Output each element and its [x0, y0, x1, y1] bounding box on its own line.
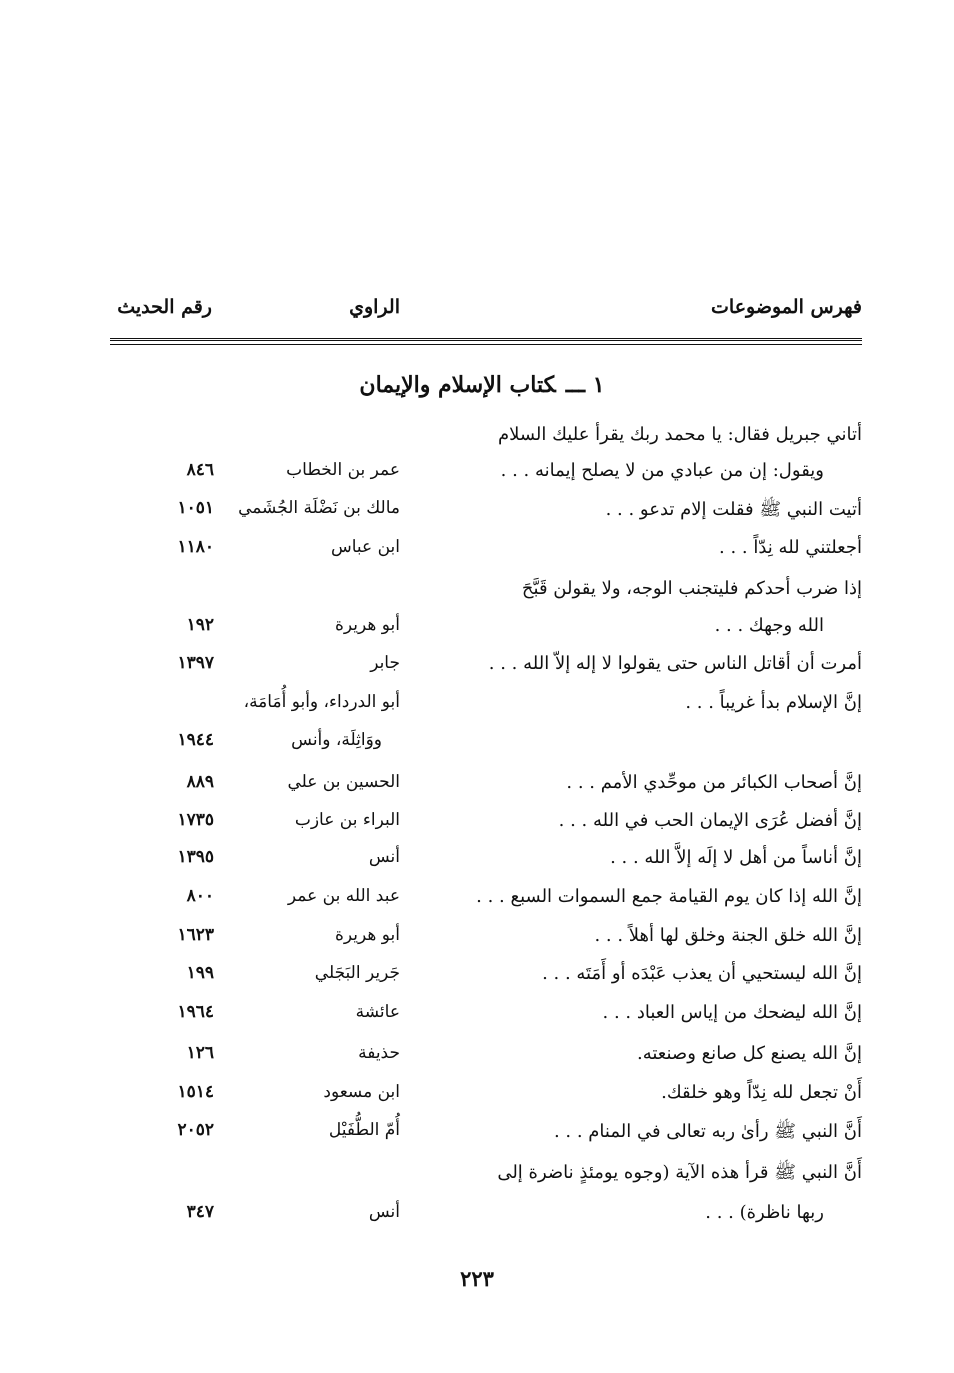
header-divider	[110, 338, 862, 345]
index-row	[110, 1202, 862, 1238]
row-number: ١٦٢٣	[177, 925, 214, 945]
index-row	[110, 460, 862, 496]
index-row	[110, 1120, 862, 1156]
row-number: ١٣٩٥	[177, 847, 214, 867]
row-topic: الله وجهك . . .	[714, 615, 824, 636]
index-row	[110, 653, 862, 689]
section-title-text: كتاب الإسلام والإيمان	[359, 372, 556, 398]
row-number: ١٩٢	[186, 615, 214, 635]
index-row	[110, 772, 862, 808]
row-topic: ربها ناظرة) . . .	[705, 1202, 824, 1223]
row-topic: أتيت النبي ﷺ فقلت إلام تدعو . . .	[605, 499, 862, 520]
index-row	[110, 1002, 862, 1038]
row-number: ١٣٩٧	[177, 653, 214, 673]
row-topic: إنَّ أفضل عُرَى الإيمان الحب في الله . . .	[558, 810, 862, 831]
section-number: ١ ـــ	[565, 372, 605, 398]
row-narrator: ووَاثِلَة، وأنس	[291, 730, 382, 750]
index-row	[110, 615, 862, 651]
header-narrator: الراوي	[349, 296, 400, 318]
index-row	[110, 847, 862, 883]
row-topic: إنَّ الله ليضحك من إياس العباد . . .	[602, 1002, 862, 1023]
row-number: ١٩٤٤	[177, 730, 214, 750]
index-row	[110, 730, 862, 766]
row-number: ١٩٩	[186, 963, 214, 983]
row-narrator: أبو هريرة	[334, 615, 400, 635]
section-title	[0, 372, 954, 398]
row-narrator: عائشة	[355, 1002, 400, 1022]
row-topic: أَنَّ النبي ﷺ رأىٰ ربه تعالى في المنام . . .	[553, 1121, 862, 1142]
row-number: ٣٤٧	[186, 1202, 214, 1222]
row-topic: أَنْ تجعل لله نِدّاً وهو خلقك.	[661, 1082, 862, 1103]
row-narrator: أنس	[368, 847, 400, 867]
row-number: ١٧٣٥	[177, 810, 214, 830]
row-topic: إنَّ الله إذا كان يوم القيامة جمع السموات السبع . . .	[476, 886, 862, 907]
row-narrator: ابن عباس	[330, 537, 400, 557]
row-number: ١٢٦	[186, 1043, 214, 1063]
row-number: ١٩٦٤	[177, 1002, 214, 1022]
row-topic: أجعلتني لله نِدّاً . . .	[719, 537, 862, 558]
index-row	[110, 886, 862, 922]
row-narrator: جَرير البَجَلي	[314, 963, 400, 983]
row-number: ١١٨٠	[177, 537, 214, 557]
row-number: ٨٠٠	[186, 886, 214, 906]
index-row	[110, 498, 862, 534]
row-number: ١٥١٤	[177, 1082, 214, 1102]
index-row	[110, 1161, 862, 1197]
row-narrator: مالك بن نَضْلَة الجُشَمي	[238, 498, 400, 518]
row-topic: أمرت أن أقاتل الناس حتى يقولوا لا إله إلاّ الله . . .	[488, 653, 862, 674]
row-topic: إنَّ أناساً من أهل لا إلَه إلاَّ الله . . .	[610, 847, 862, 868]
index-row	[110, 692, 862, 728]
row-narrator: الحسين بن علي	[287, 772, 400, 792]
row-narrator: ابن مسعود	[323, 1082, 400, 1102]
row-number: ١٠٥١	[177, 498, 214, 518]
row-narrator: البراء بن عازب	[294, 810, 400, 830]
row-topic: إذا ضرب أحدكم فليتجنب الوجه، ولا يقولن قَبَّحَ	[521, 578, 862, 599]
row-topic: إنَّ أصحاب الكبائر من موحِّدي الأمم . . .	[566, 772, 862, 793]
row-topic: إنَّ الله يصنع كل صانع وصنعته.	[636, 1043, 862, 1064]
row-narrator: أنس	[368, 1202, 400, 1222]
row-narrator: أبو هريرة	[334, 925, 400, 945]
row-topic: إنَّ الإسلام بدأ غريباً . . .	[685, 692, 862, 713]
index-row	[110, 963, 862, 999]
row-topic: أتاني جبريل فقال: يا محمد ربك يقرأ عليك السلام	[497, 424, 862, 445]
index-header	[108, 296, 862, 330]
page-number: ٢٢٣	[460, 1266, 494, 1291]
row-number: ٢٠٥٢	[177, 1120, 214, 1140]
header-topics: فهرس الموضوعات	[711, 296, 862, 318]
row-number: ٨٨٩	[186, 772, 214, 792]
row-topic: إنَّ الله خلق الجنة وخلق لها أهلاً . . .	[594, 925, 862, 946]
row-number: ٨٤٦	[186, 460, 214, 480]
index-row	[110, 1043, 862, 1079]
row-narrator: جابر	[370, 653, 400, 673]
index-row	[110, 925, 862, 961]
index-row	[110, 424, 862, 460]
header-hadith-number: رقم الحديث	[117, 296, 212, 318]
row-narrator: عمر بن الخطاب	[286, 460, 400, 480]
index-row	[110, 578, 862, 614]
index-row	[110, 537, 862, 573]
row-narrator: أبو الدرداء، وأبو أُمَامَة،	[243, 692, 400, 712]
index-row	[110, 810, 862, 846]
row-narrator: حذيفة	[358, 1043, 400, 1063]
row-topic: ويقول: إن من عبادي من لا يصلح إيمانه . . .	[500, 460, 824, 481]
row-narrator: عبد الله بن عمر	[287, 886, 400, 906]
row-topic: أَنَّ النبي ﷺ قرأ هذه الآية (وجوه يومئذٍ ناضرة إلى	[497, 1162, 862, 1183]
index-row	[110, 1082, 862, 1118]
row-topic: إنَّ الله ليستحيي أن يعذب عَبْدَه أو أَمَتَه . . .	[542, 963, 862, 984]
row-narrator: أُمّ الطُّفَيْل	[328, 1120, 400, 1140]
